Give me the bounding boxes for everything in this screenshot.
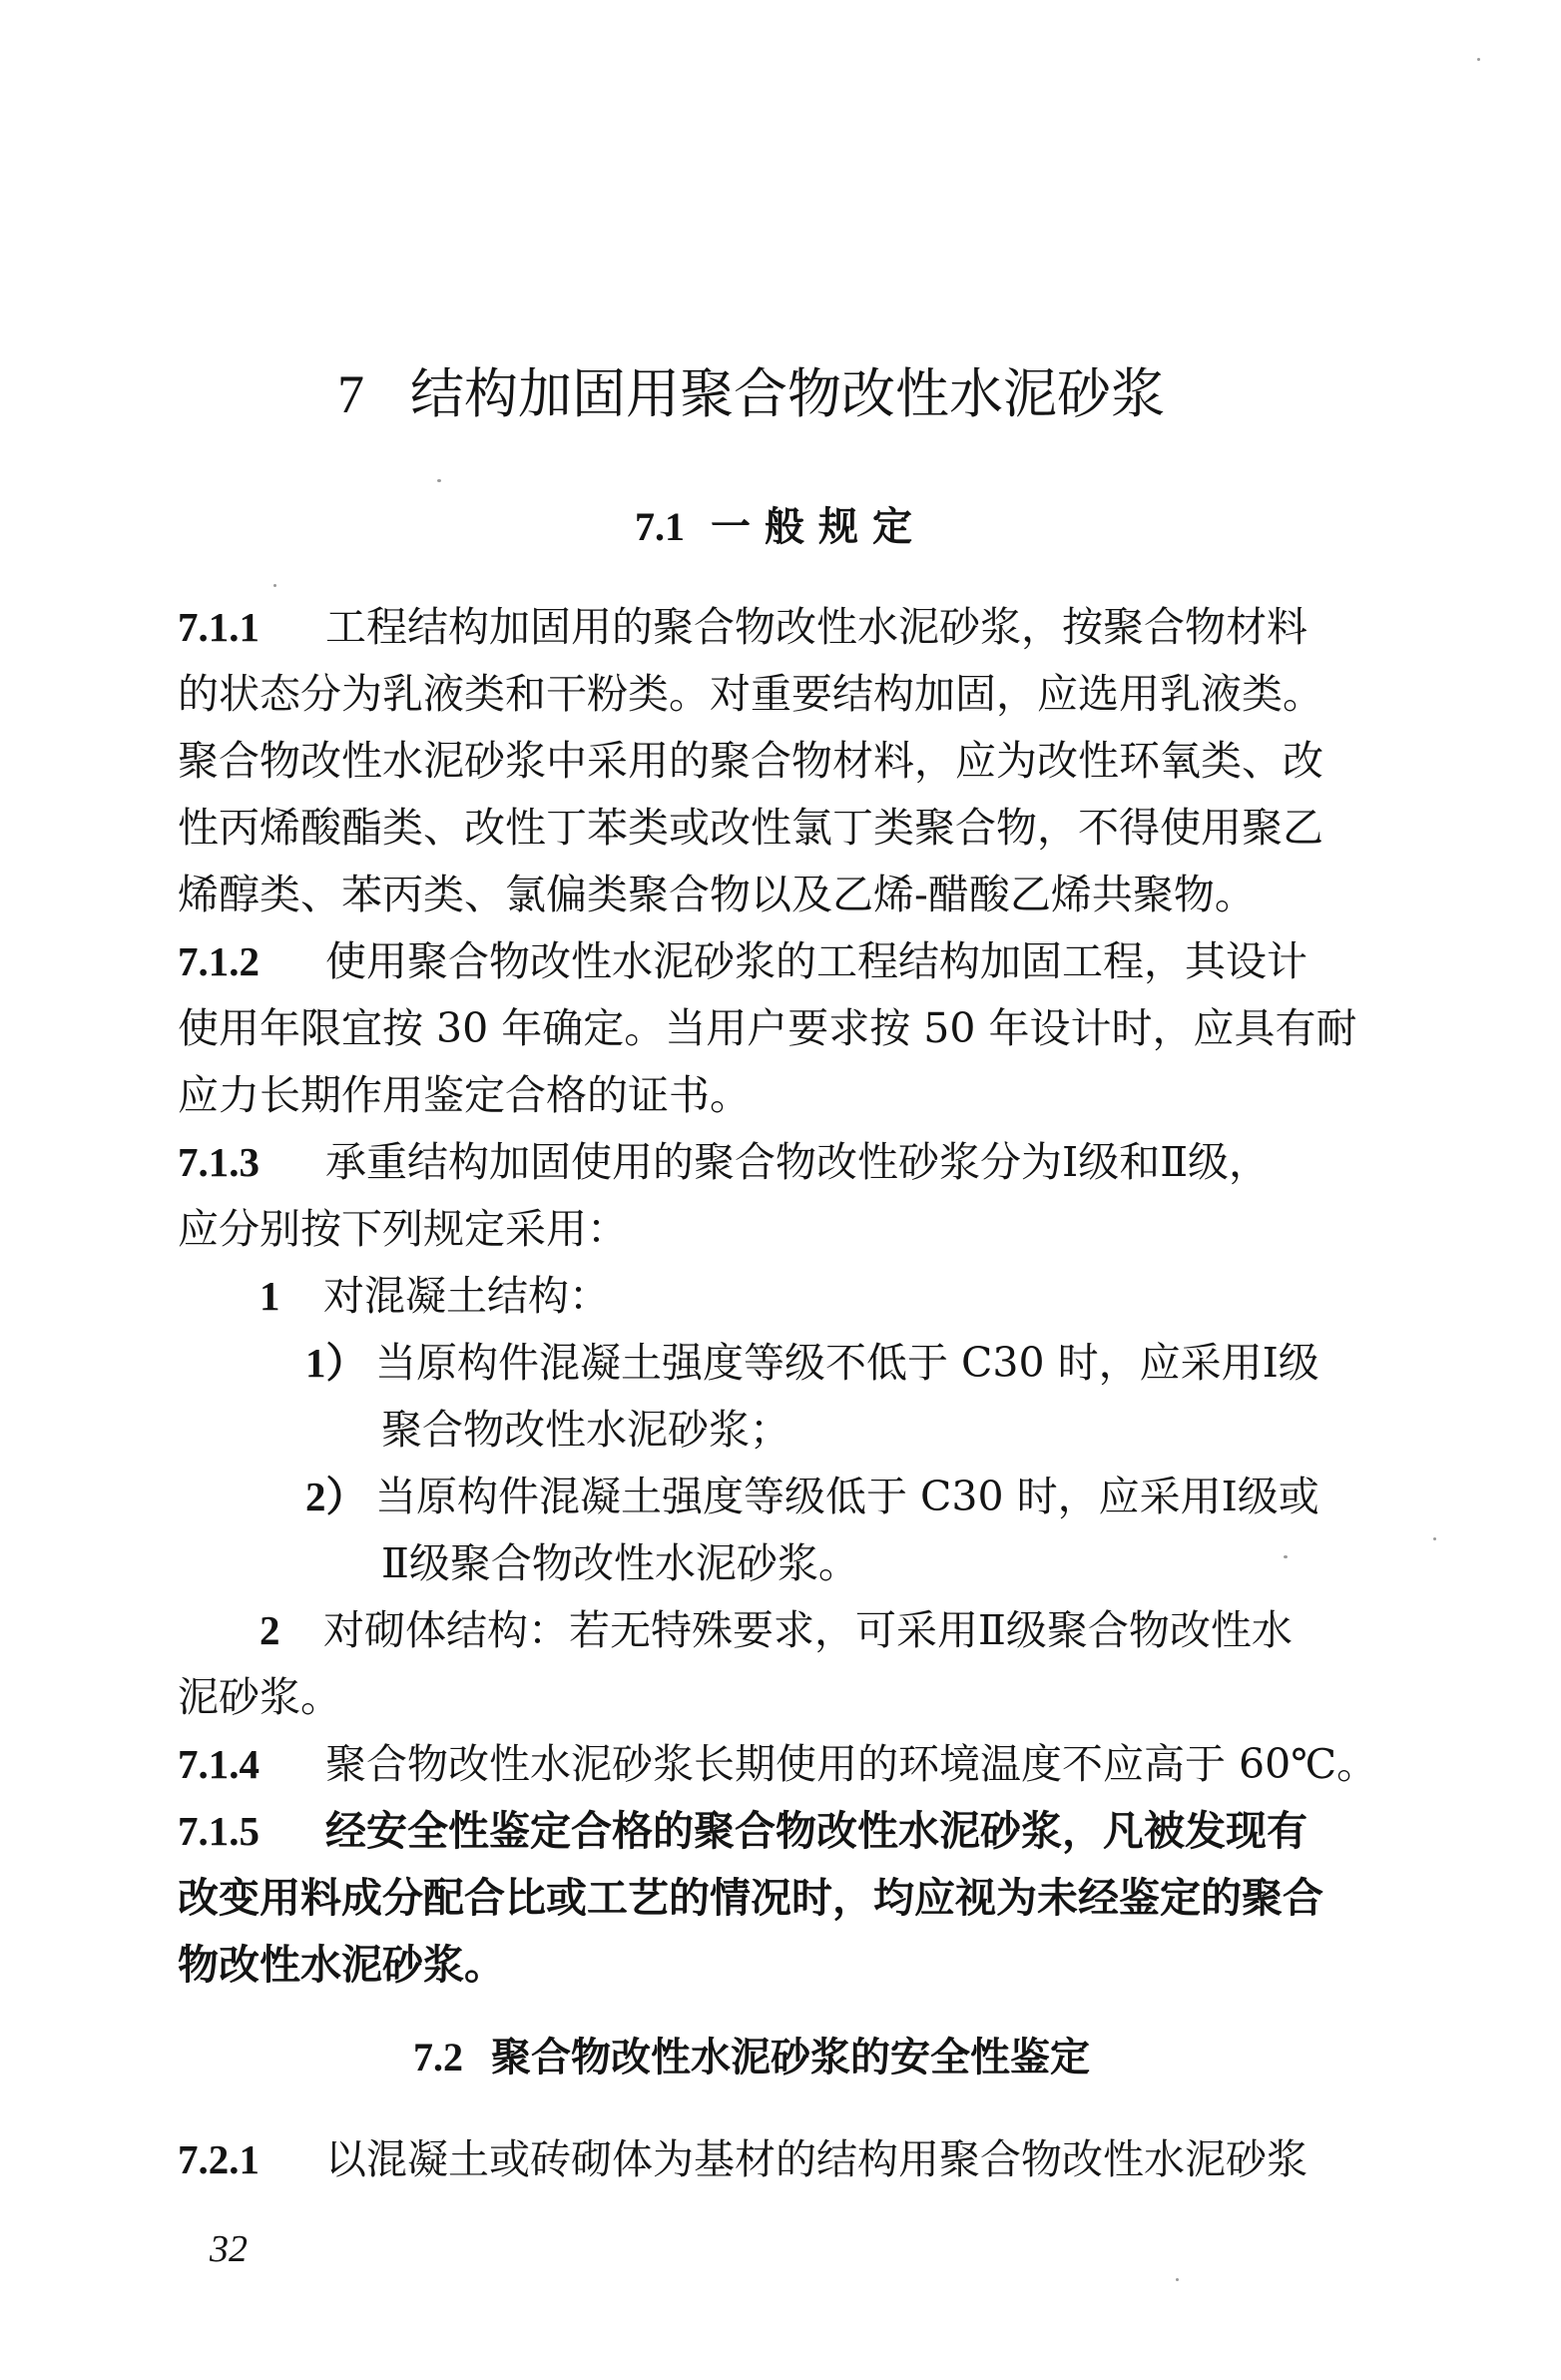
section-title: 一般规定 bbox=[711, 504, 926, 550]
sub-item-number: 2） bbox=[305, 1474, 367, 1519]
clause-text: 承重结构加固使用的聚合物改性砂浆分为Ⅰ级和Ⅱ级， bbox=[325, 1138, 1271, 1186]
sub-item-2 bbox=[305, 1467, 1319, 1526]
list-text: 对混凝土结构： bbox=[323, 1272, 610, 1320]
chapter-number: 7 bbox=[337, 364, 364, 424]
clause-text: 工程结构加固用的聚合物改性水泥砂浆，按聚合物材料 bbox=[325, 603, 1307, 651]
sub-item-text: 当原构件混凝土强度等级不低于 C30 时，应采用Ⅰ级 bbox=[375, 1339, 1319, 1387]
list-item-1 bbox=[260, 1266, 610, 1326]
clause-7-1-3-line bbox=[178, 1132, 1270, 1192]
chapter-title: 结构加固用聚合物改性水泥砂浆 bbox=[410, 362, 1165, 425]
sub-item-2-line: Ⅱ级聚合物改性水泥砂浆。 bbox=[381, 1539, 859, 1587]
clause-7-1-5-line: 物改性水泥砂浆。 bbox=[178, 1941, 505, 1989]
clause-7-1-1-line: 烯醇类、苯丙类、氯偏类聚合物以及乙烯-醋酸乙烯共聚物。 bbox=[178, 871, 1256, 918]
clause-number: 7.2.1 bbox=[178, 2136, 260, 2182]
scan-speck bbox=[437, 479, 441, 482]
clause-7-1-3-line: 应分别按下列规定采用： bbox=[178, 1205, 628, 1253]
clause-7-1-1-line: 聚合物改性水泥砂浆中采用的聚合物材料，应为改性环氧类、改 bbox=[178, 737, 1323, 785]
section-title: 聚合物改性水泥砂浆的安全性鉴定 bbox=[491, 2035, 1090, 2081]
scan-speck bbox=[273, 584, 276, 587]
clause-number: 7.1.2 bbox=[178, 938, 260, 984]
section-heading-7-1 bbox=[0, 499, 1561, 555]
list-item-2-line: 泥砂浆。 bbox=[178, 1673, 341, 1721]
list-item-2 bbox=[260, 1600, 1293, 1660]
scan-speck bbox=[1477, 58, 1480, 61]
clause-number: 7.1.3 bbox=[178, 1139, 260, 1185]
clause-7-1-5-line bbox=[178, 1801, 1307, 1861]
scan-speck bbox=[1433, 1537, 1436, 1540]
clause-number: 7.1.5 bbox=[178, 1808, 260, 1854]
list-number: 2 bbox=[260, 1607, 280, 1653]
scan-speck bbox=[1284, 1555, 1288, 1558]
clause-7-1-2-line: 使用年限宜按 30 年确定。当用户要求按 50 年设计时，应具有耐 bbox=[178, 1004, 1357, 1052]
clause-7-1-1-line: 性丙烯酸酯类、改性丁苯类或改性氯丁类聚合物，不得使用聚乙 bbox=[178, 804, 1323, 852]
section-number: 7.2 bbox=[413, 2035, 463, 2080]
clause-text: 使用聚合物改性水泥砂浆的工程结构加固工程，其设计 bbox=[325, 937, 1307, 985]
clause-7-1-2-line bbox=[178, 931, 1307, 991]
page-number: 32 bbox=[210, 2228, 248, 2270]
clause-7-2-1-line bbox=[178, 2129, 1307, 2189]
section-number: 7.1 bbox=[635, 504, 685, 549]
sub-item-text: 当原构件混凝土强度等级低于 C30 时，应采用Ⅰ级或 bbox=[375, 1473, 1319, 1520]
clause-7-1-1-line bbox=[178, 597, 1307, 657]
scan-speck bbox=[1176, 2278, 1179, 2281]
sub-item-number: 1） bbox=[305, 1340, 367, 1386]
clause-number: 7.1.4 bbox=[178, 1741, 260, 1787]
clause-text: 聚合物改性水泥砂浆长期使用的环境温度不应高于 60℃。 bbox=[325, 1740, 1378, 1788]
sub-item-1 bbox=[305, 1333, 1319, 1393]
clause-text: 以混凝土或砖砌体为基材的结构用聚合物改性水泥砂浆 bbox=[325, 2135, 1307, 2183]
clause-7-1-4-line bbox=[178, 1734, 1377, 1794]
chapter-heading bbox=[337, 359, 1165, 429]
clause-number: 7.1.1 bbox=[178, 604, 260, 650]
section-heading-7-2 bbox=[413, 2030, 1090, 2085]
clause-7-1-5-line: 改变用料成分配合比或工艺的情况时，均应视为未经鉴定的聚合 bbox=[178, 1874, 1323, 1922]
sub-item-1-line: 聚合物改性水泥砂浆； bbox=[381, 1406, 790, 1454]
list-text: 对砌体结构：若无特殊要求，可采用Ⅱ级聚合物改性水 bbox=[323, 1606, 1293, 1654]
list-number: 1 bbox=[260, 1273, 280, 1319]
clause-7-1-2-line: 应力长期作用鉴定合格的证书。 bbox=[178, 1071, 751, 1119]
clause-text: 经安全性鉴定合格的聚合物改性水泥砂浆，凡被发现有 bbox=[325, 1807, 1307, 1855]
clause-7-1-1-line: 的状态分为乳液类和干粉类。对重要结构加固，应选用乳液类。 bbox=[178, 670, 1323, 718]
